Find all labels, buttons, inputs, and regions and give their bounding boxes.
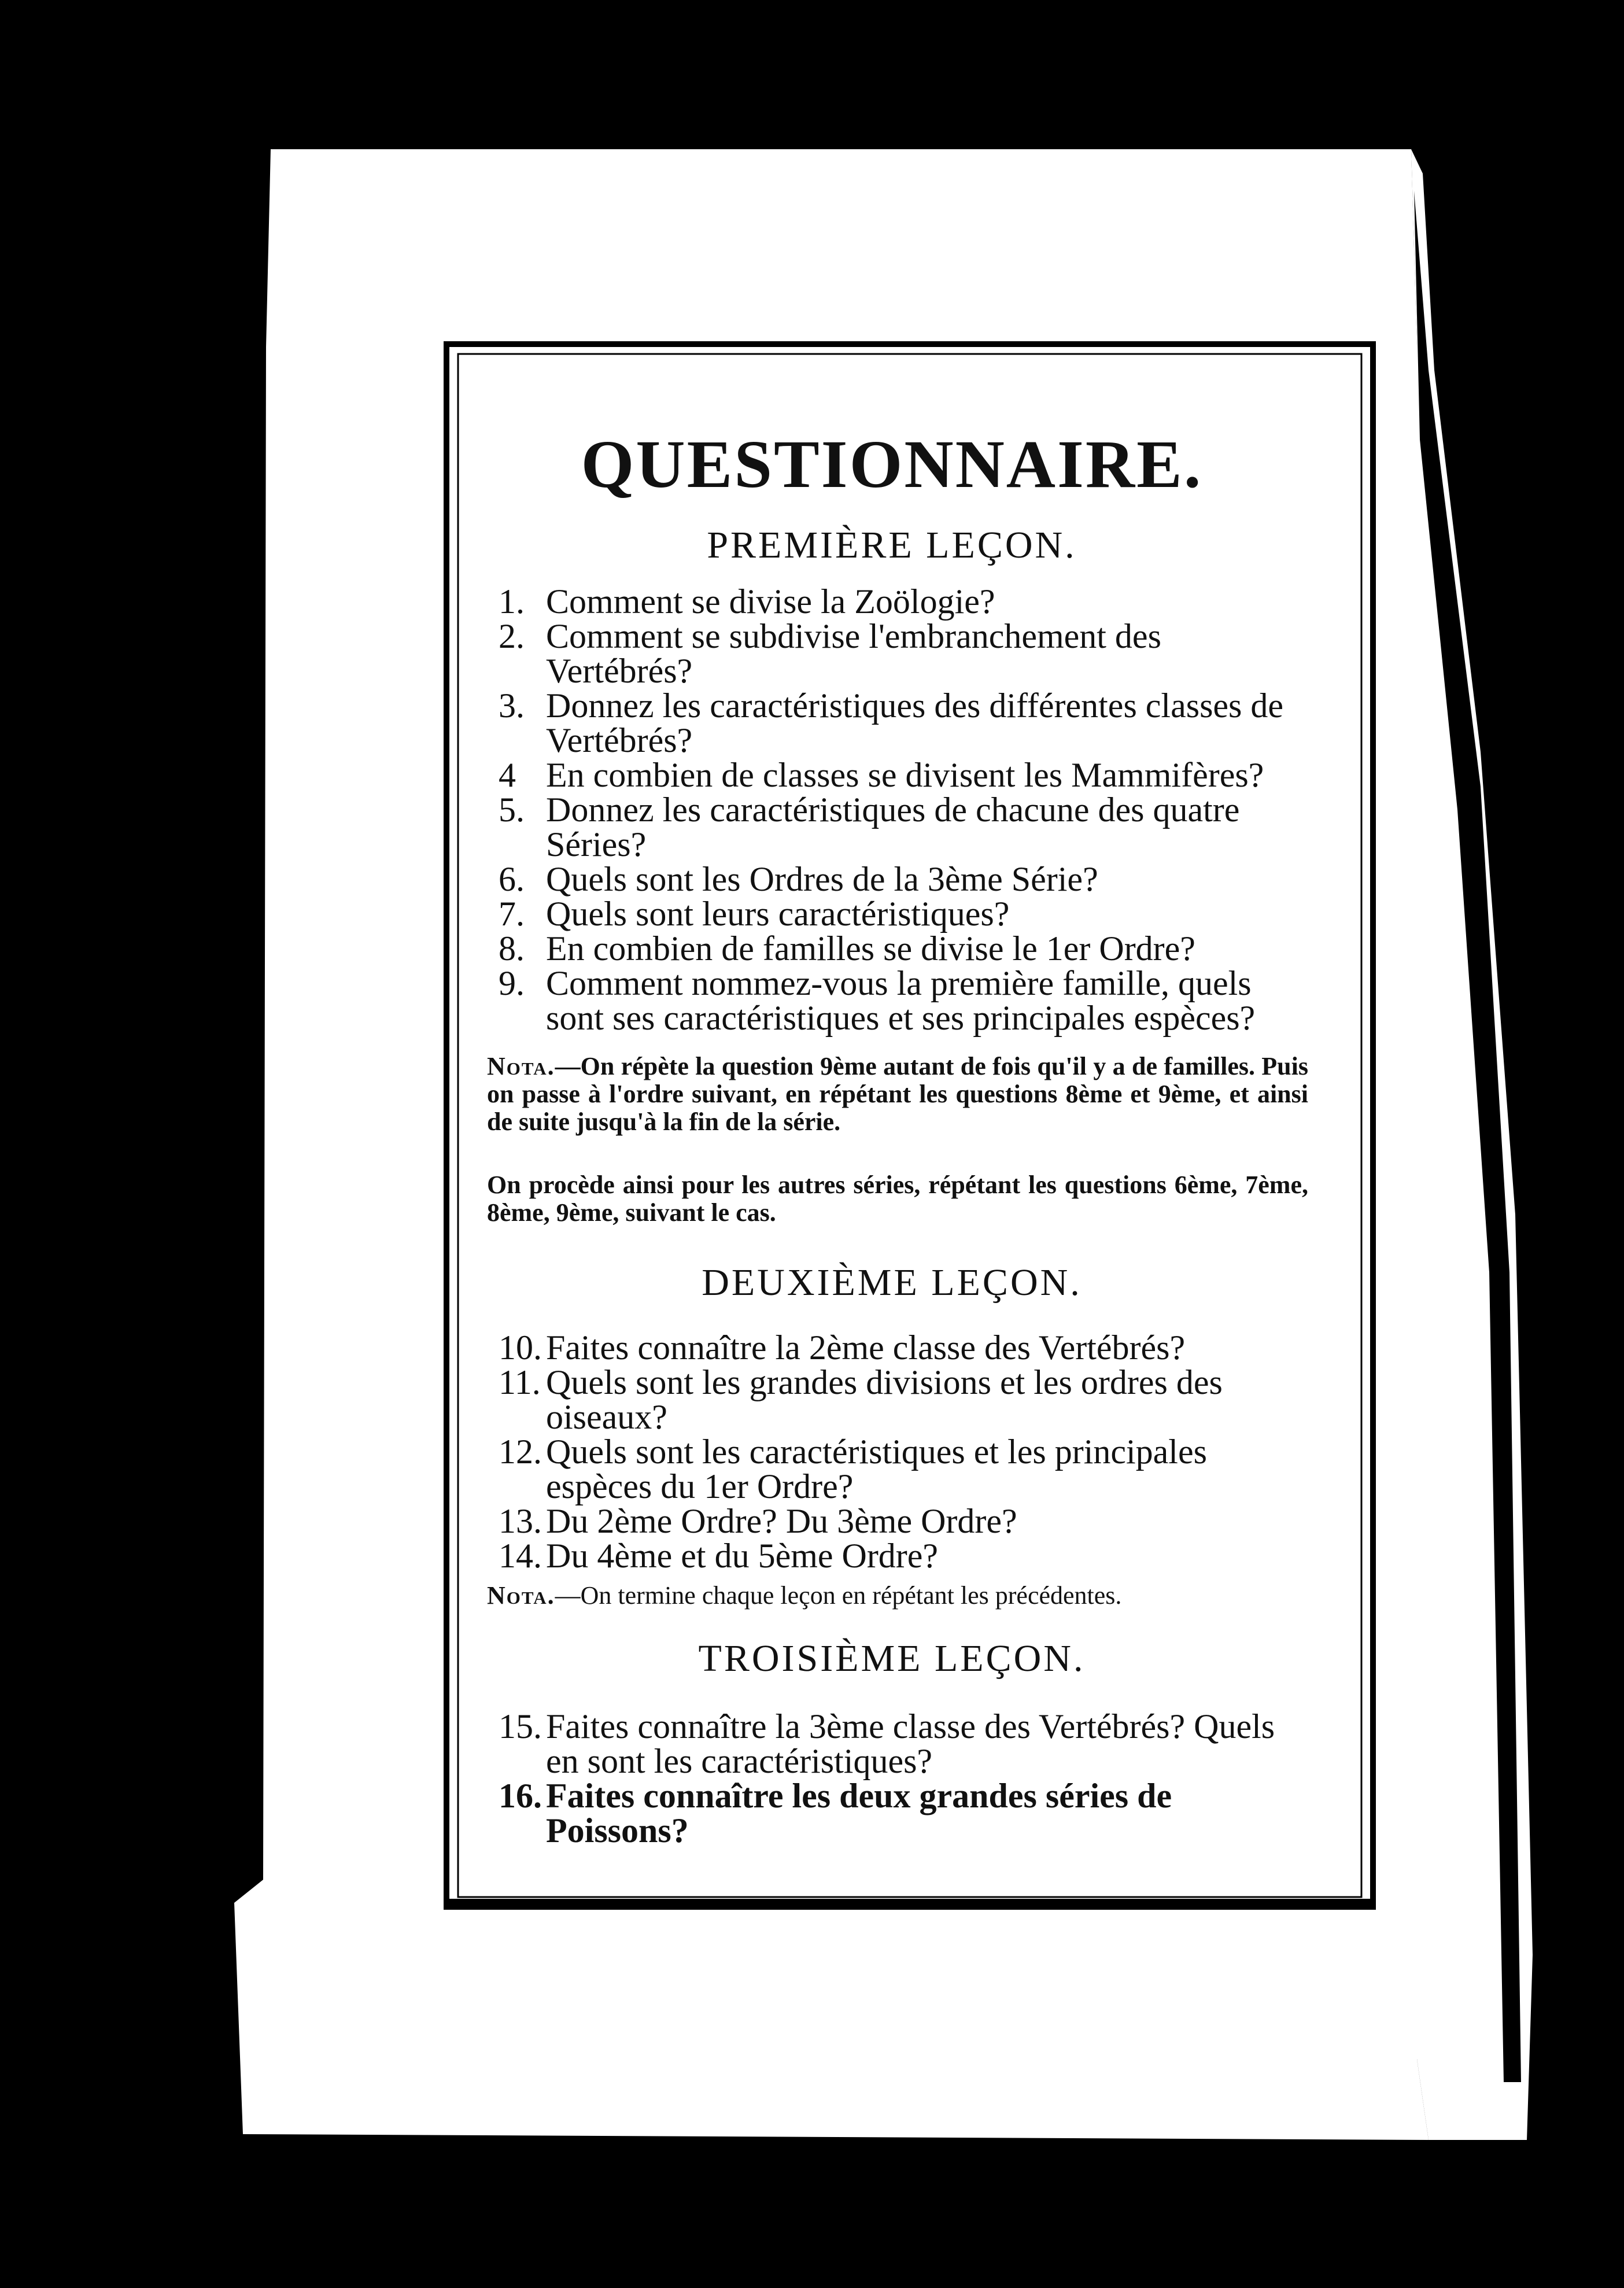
question-number: 1. (499, 582, 525, 621)
nota-text: —On termine chaque leçon en répétant les précédentes. (555, 1581, 1122, 1610)
nota-label: Nota. (487, 1581, 555, 1610)
question-number: 6. (499, 860, 525, 898)
question-text: Faites connaître la 3ème classe des Vertébrés? Quels en sont les caractéristiques? (546, 1707, 1275, 1780)
question-item (499, 1709, 1302, 1778)
question-text: Faites connaître les deux grandes séries de Poissons? (546, 1777, 1172, 1850)
lesson-3-questions (499, 1709, 1302, 1848)
question-number: 9. (499, 964, 525, 1002)
question-item (499, 1434, 1302, 1504)
questionnaire-frame (446, 347, 1337, 1897)
question-number: 7. (499, 895, 525, 933)
question-number: 13. (499, 1502, 542, 1540)
nota-label: Nota. (487, 1052, 555, 1080)
question-number: 2. (499, 617, 525, 655)
lesson-heading-1: PREMIÈRE LEÇON. (707, 524, 1077, 566)
question-number: 10. (499, 1328, 542, 1367)
nota-lesson-1 (487, 1053, 1308, 1136)
question-item (499, 688, 1302, 758)
question-text: Comment se divise la Zoölogie? (546, 582, 995, 621)
question-item (499, 1365, 1302, 1434)
question-item (499, 931, 1302, 966)
question-item (499, 896, 1302, 931)
page-title: QUESTIONNAIRE. (581, 426, 1203, 502)
question-number: 5. (499, 791, 525, 829)
nota-lesson-1-continued: On procède ainsi pour les autres séries, répétant les questions 6ème, 7ème, 8ème, 9ème, suivant le cas. (487, 1171, 1308, 1227)
question-text: Quels sont les caractéristiques et les principales espèces du 1er Ordre? (546, 1433, 1207, 1505)
question-item (499, 1330, 1302, 1365)
question-text: Quels sont les grandes divisions et les ordres des oiseaux? (546, 1363, 1223, 1436)
question-number: 16. (499, 1777, 542, 1815)
lesson-1-questions (499, 584, 1302, 1035)
lesson-heading-3: TROISIÈME LEÇON. (698, 1637, 1086, 1680)
question-item (499, 966, 1302, 1035)
question-text: Donnez les caractéristiques des différentes classes de Vertébrés? (546, 687, 1284, 759)
question-text: Comment se subdivise l'embranchement des Vertébrés? (546, 617, 1161, 690)
question-item (499, 1538, 1302, 1573)
question-number: 12. (499, 1433, 542, 1471)
question-text: Faites connaître la 2ème classe des Vertébrés? (546, 1328, 1186, 1367)
question-item (499, 758, 1302, 792)
question-item (499, 619, 1302, 688)
lesson-2-questions (499, 1330, 1302, 1573)
question-number: 3. (499, 687, 525, 725)
question-number: 8. (499, 929, 525, 968)
question-text: Comment nommez-vous la première famille, quels sont ses caractéristiques et ses principales espèces? (546, 964, 1256, 1037)
question-text: Quels sont les Ordres de la 3ème Série? (546, 860, 1098, 898)
question-item (499, 584, 1302, 619)
question-item (499, 1778, 1302, 1848)
question-item (499, 1504, 1302, 1538)
question-text: En combien de classes se divisent les Mammifères? (546, 756, 1264, 794)
lesson-heading-2: DEUXIÈME LEÇON. (702, 1261, 1082, 1304)
question-text: Du 2ème Ordre? Du 3ème Ordre? (546, 1502, 1017, 1540)
question-text: En combien de familles se divise le 1er Ordre? (546, 929, 1195, 968)
question-text: Du 4ème et du 5ème Ordre? (546, 1537, 939, 1575)
question-number: 11. (499, 1363, 541, 1401)
nota-lesson-2 (487, 1582, 1308, 1610)
question-text: Donnez les caractéristiques de chacune des quatre Séries? (546, 791, 1240, 863)
question-number: 15. (499, 1707, 542, 1745)
question-number: 4 (499, 756, 516, 794)
nota-text: —On répète la question 9ème autant de fois qu'il y a de familles. Puis on passe à l'ordre suivant, en répétant les questions 8ème et 9ème, et ainsi de suite jusqu'à la fin de la série. (487, 1052, 1308, 1136)
question-item (499, 862, 1302, 896)
question-number: 14. (499, 1537, 542, 1575)
question-text: Quels sont leurs caractéristiques? (546, 895, 1010, 933)
question-item (499, 792, 1302, 862)
